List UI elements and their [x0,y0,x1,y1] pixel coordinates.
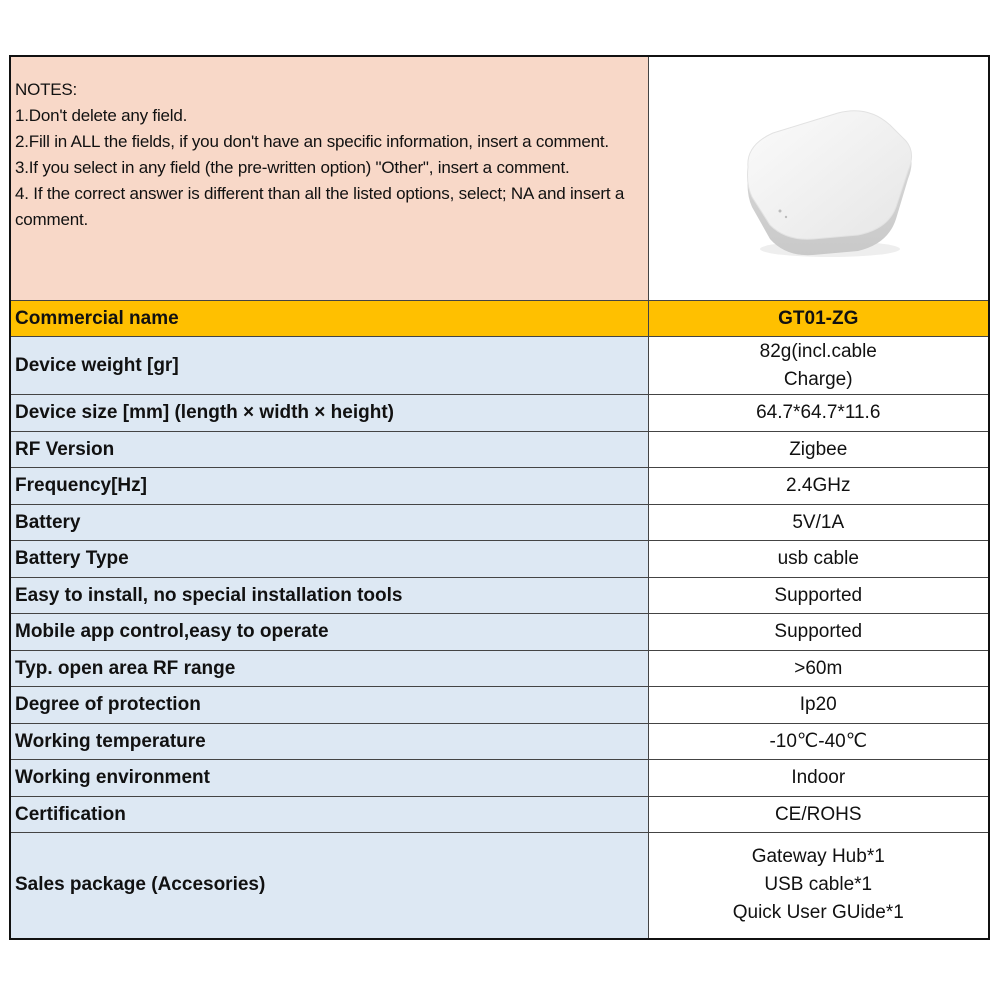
spec-value [648,797,989,833]
notes-cell [10,56,648,301]
spec-label: Sales package (Accesories) [10,833,648,939]
spec-value-line: 64.7*64.7*11.6 [756,402,881,423]
spec-value [648,395,989,432]
spec-row [10,614,989,651]
spec-value-line: Gateway Hub*1 [751,846,885,868]
spec-label: Degree of protection [10,687,648,724]
spec-row [10,833,989,939]
spec-value-line: 82g(incl.cable [759,340,877,362]
spec-row [10,337,989,395]
spec-label: Easy to install, no special installation tools [10,578,648,614]
spec-label: Typ. open area RF range [10,651,648,687]
spec-label: Battery [10,505,648,541]
notes-row [10,56,989,301]
spec-value-line: Quick User GUide*1 [732,902,904,924]
spec-label: Frequency[Hz] [10,468,648,505]
notes-line: 2.Fill in ALL the fields, if you don't have an specific information, insert a comment. [15,132,609,151]
spec-value-line: Indoor [791,767,846,788]
gateway-hub-image [718,79,918,279]
spec-value-line: Zigbee [789,438,848,460]
spec-row [10,395,989,432]
spec-value [648,651,989,687]
spec-value [648,505,989,541]
spec-row [10,760,989,797]
spec-value-line: -10℃-40℃ [769,730,868,752]
spec-value-line: >60m [794,657,843,679]
spec-value-line: Supported [774,621,863,642]
notes-line: 4. If the correct answer is different than all the listed options, select; NA and insert a comment. [15,184,625,229]
spec-row [10,797,989,833]
spec-value-line: 2.4GHz [786,475,851,496]
product-image-cell [648,56,989,301]
spec-value [648,724,989,760]
notes-heading: NOTES: [15,80,78,99]
gateway-hub-device-icon [718,79,918,279]
spec-row [10,541,989,578]
spec-value [648,432,989,468]
spec-value-line: 5V/1A [792,511,845,533]
spec-value-line: CE/ROHS [774,803,862,825]
spec-row [10,578,989,614]
spec-row [10,651,989,687]
commercial-name-row [10,301,989,337]
spec-value-line: usb cable [777,548,859,569]
notes-line: 1.Don't delete any field. [15,106,188,125]
spec-label: Device weight [gr] [10,337,648,395]
spec-value [648,614,989,651]
spec-value [648,833,989,939]
spec-row [10,505,989,541]
spec-value [648,578,989,614]
spec-label: RF Version [10,432,648,468]
spec-sheet-table [9,55,990,940]
spec-label: Battery Type [10,541,648,578]
spec-label: Working temperature [10,724,648,760]
spec-value-line: Charge) [783,368,853,390]
spec-label: Mobile app control,easy to operate [10,614,648,651]
spec-label: Certification [10,797,648,833]
spec-value-line: USB cable*1 [764,874,873,896]
spec-value-line: Supported [774,584,863,606]
notes-block [15,57,644,233]
commercial-name-value: GT01-ZG [648,301,989,337]
spec-value-line: Ip20 [799,694,837,715]
spec-label: Working environment [10,760,648,797]
spec-value [648,760,989,797]
commercial-name-label: Commercial name [10,301,648,337]
spec-value [648,337,989,395]
spec-row [10,687,989,724]
spec-row [10,468,989,505]
spec-row [10,724,989,760]
spec-value [648,687,989,724]
spec-row [10,432,989,468]
spec-value [648,468,989,505]
spec-value [648,541,989,578]
spec-label: Device size [mm] (length × width × height) [10,395,648,432]
notes-line: 3.If you select in any field (the pre-written option) "Other", insert a comment. [15,158,570,177]
